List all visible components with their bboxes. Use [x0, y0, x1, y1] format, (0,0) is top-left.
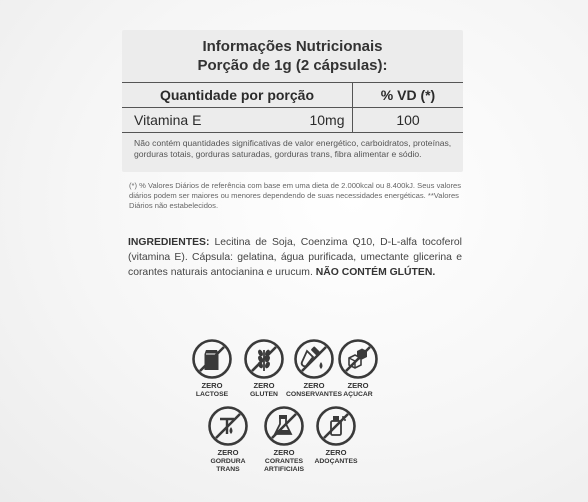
wheat-icon [243, 338, 285, 380]
badge-zero-text: ZERO [347, 381, 369, 390]
milk-carton-icon [191, 338, 233, 380]
badge-zero-adocantes [312, 405, 360, 466]
badge-label: GLUTEN [250, 391, 278, 399]
trans-fat-icon [207, 405, 249, 447]
badge-zero-acucar [334, 338, 382, 399]
nutrition-title [122, 37, 463, 75]
ingredients-label: INGREDIENTES: [128, 237, 210, 248]
badge-zero-corantes [257, 405, 311, 473]
table-header-row [122, 83, 463, 108]
badge-label: CONSERVANTES [286, 391, 343, 399]
header-vd: % VD (*) [380, 87, 436, 103]
daily-values-footnote: (*) % Valores Diários de referência com base em uma dieta de 2.000kcal ou 8.400kJ. Seus valores diários podem ser maiores ou menores dependendo de suas necessidades energéticas. **Valores Diários não estabelecidos. [129, 181, 462, 210]
badge-zero-gordura-trans [198, 405, 258, 473]
nutrient-name: Vitamina E [134, 112, 202, 128]
badge-zero-lactose [188, 338, 236, 399]
badge-zero-text: ZERO [201, 381, 223, 390]
badge-label: ADOÇANTES [314, 458, 358, 466]
badge-zero-gluten [240, 338, 288, 399]
nutrition-title-line1: Informações Nutricionais [202, 38, 383, 55]
sugar-cubes-icon [337, 338, 379, 380]
allergen-warning: NÃO CONTÉM GLÚTEN. [315, 267, 436, 278]
nutrient-amount: 10mg [309, 112, 345, 128]
badge-label: AÇUCAR [343, 391, 373, 399]
nutrient-vd: 100 [396, 112, 420, 128]
ingredients-list: Lecitina de Soja, Coenzima Q10, D-L-alfa tocoferol (vitamina E). Cápsula: gelatina, água purificada, umectante glicerina e corantes naturais antocianina e urucum. [128, 237, 462, 278]
table-row [122, 108, 463, 132]
nutrition-title-line2: Porção de 1g (2 cápsulas): [197, 57, 388, 74]
sweetener-icon [315, 405, 357, 447]
badge-zero-text: ZERO [273, 448, 295, 457]
badge-zero-text: ZERO [325, 448, 347, 457]
header-quantity: Quantidade por porção [159, 87, 314, 103]
badge-label: GORDURA TRANS [210, 458, 246, 473]
badge-zero-text: ZERO [217, 448, 239, 457]
badge-zero-text: ZERO [303, 381, 325, 390]
badge-label: LACTOSE [195, 391, 229, 399]
nutrition-note: Não contém quantidades significativas de valor energético, carboidratos, proteínas, gorduras totais, gorduras saturadas, gorduras trans, fibra alimentar e sódio. [134, 138, 452, 159]
artificial-colorant-icon [263, 405, 305, 447]
ingredients-text [128, 235, 462, 280]
preservative-dropper-icon [293, 338, 335, 380]
badge-label: CORANTES ARTIFICIAIS [263, 458, 305, 473]
nutrition-table [122, 82, 463, 133]
badge-zero-text: ZERO [253, 381, 275, 390]
